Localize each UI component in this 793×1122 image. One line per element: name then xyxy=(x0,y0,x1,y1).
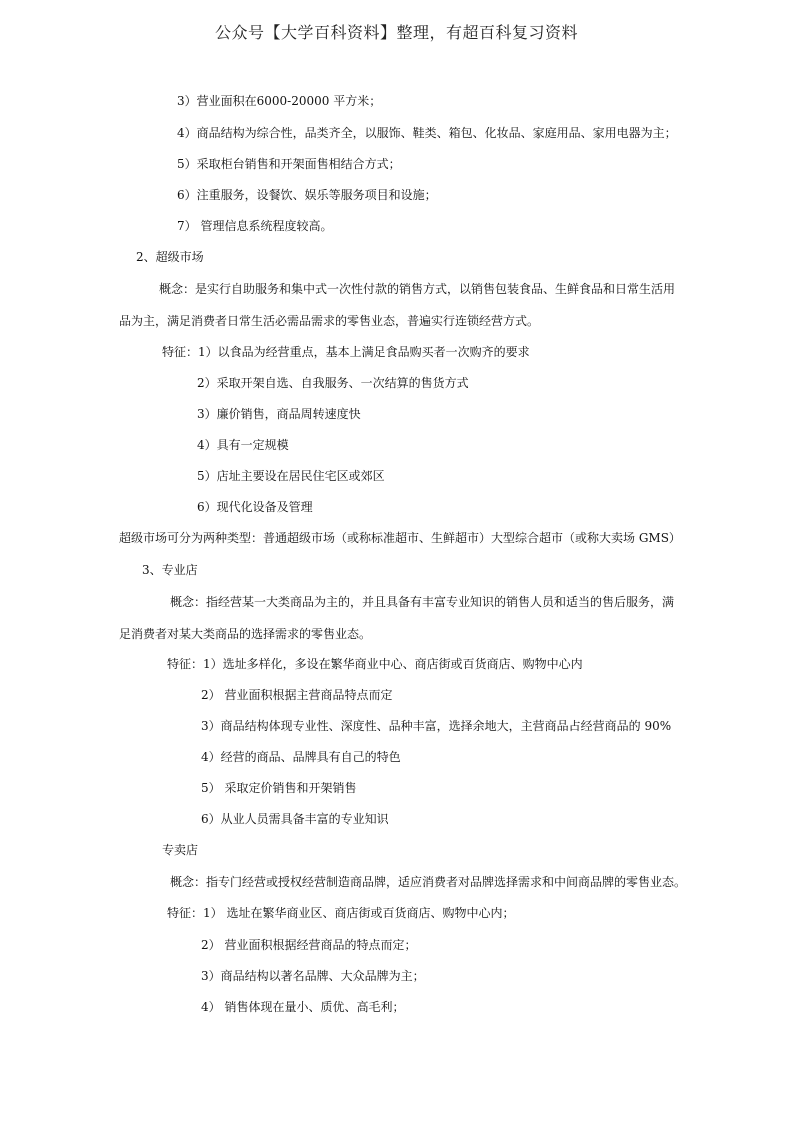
specialty-store-feature-2: 2） 营业面积根据主营商品特点而定 xyxy=(201,688,393,702)
supermarket-types: 超级市场可分为两种类型：普通超级市场（或称标准超市、生鲜超市）大型综合超市（或称大卖场 GMS） xyxy=(119,531,681,545)
supermarket-feature-4: 4）具有一定规模 xyxy=(197,438,289,452)
dept-store-feature-6: 6）注重服务，设餐饮、娱乐等服务项目和设施； xyxy=(177,188,437,202)
supermarket-feature-5: 5）店址主要设在居民住宅区或郊区 xyxy=(197,469,385,483)
exclusive-store-concept: 概念：指专门经营或授权经营制造商品牌，适应消费者对品牌选择需求和中间商品牌的零售业态。 xyxy=(170,875,687,889)
page-header: 公众号【大学百科资料】整理，有超百科复习资料 xyxy=(214,23,578,42)
exclusive-store-feature-3: 3）商品结构以著名品牌、大众品牌为主； xyxy=(201,969,425,983)
supermarket-feature-2: 2）采取开架自选、自我服务、一次结算的售货方式 xyxy=(197,376,469,390)
specialty-store-concept-line-1: 概念：指经营某一大类商品为主的，并且具备有丰富专业知识的销售人员和适当的售后服务，满 xyxy=(170,595,675,609)
section-heading-specialty-store: 3、专业店 xyxy=(142,563,198,577)
dept-store-feature-5: 5）采取柜台销售和开架面售相结合方式； xyxy=(177,157,401,171)
section-heading-exclusive-store: 专卖店 xyxy=(162,843,199,857)
specialty-store-feature-3: 3）商品结构体现专业性、深度性、品种丰富，选择余地大，主营商品占经营商品的 90% xyxy=(201,719,672,733)
specialty-store-feature-4: 4）经营的商品、品牌具有自己的特色 xyxy=(201,750,401,764)
exclusive-store-feature-4: 4） 销售体现在量小、质优、高毛利； xyxy=(201,1000,405,1014)
specialty-store-feature-6: 6）从业人员需具备丰富的专业知识 xyxy=(201,812,389,826)
dept-store-feature-4: 4）商品结构为综合性，品类齐全，以服饰、鞋类、箱包、化妆品、家庭用品、家用电器为主； xyxy=(177,126,677,140)
supermarket-feature-3: 3）廉价销售，商品周转速度快 xyxy=(197,407,361,421)
supermarket-feature-6: 6）现代化设备及管理 xyxy=(197,500,313,514)
exclusive-store-feature-2: 2） 营业面积根据经营商品的特点而定； xyxy=(201,938,417,952)
supermarket-feature-1: 特征：1）以食品为经营重点，基本上满足食品购买者一次购齐的要求 xyxy=(162,345,530,359)
supermarket-concept-line-2: 品为主，满足消费者日常生活必需品需求的零售业态，普遍实行连锁经营方式。 xyxy=(119,314,540,328)
exclusive-store-feature-1: 特征：1） 选址在繁华商业区、商店街或百货商店、购物中心内； xyxy=(167,906,515,920)
supermarket-concept-line-1: 概念：是实行自助服务和集中式一次性付款的销售方式，以销售包装食品、生鲜食品和日常生活用 xyxy=(159,282,676,296)
section-heading-supermarket: 2、超级市场 xyxy=(136,250,204,264)
dept-store-feature-3: 3）营业面积在6000-20000 平方米； xyxy=(177,94,382,108)
specialty-store-concept-line-2: 足消费者对某大类商品的选择需求的零售业态。 xyxy=(119,627,372,641)
dept-store-feature-7: 7） 管理信息系统程度较高。 xyxy=(177,219,333,233)
specialty-store-feature-1: 特征：1）选址多样化，多设在繁华商业中心、商店街或百货商店、购物中心内 xyxy=(167,657,583,671)
specialty-store-feature-5: 5） 采取定价销售和开架销售 xyxy=(201,781,357,795)
